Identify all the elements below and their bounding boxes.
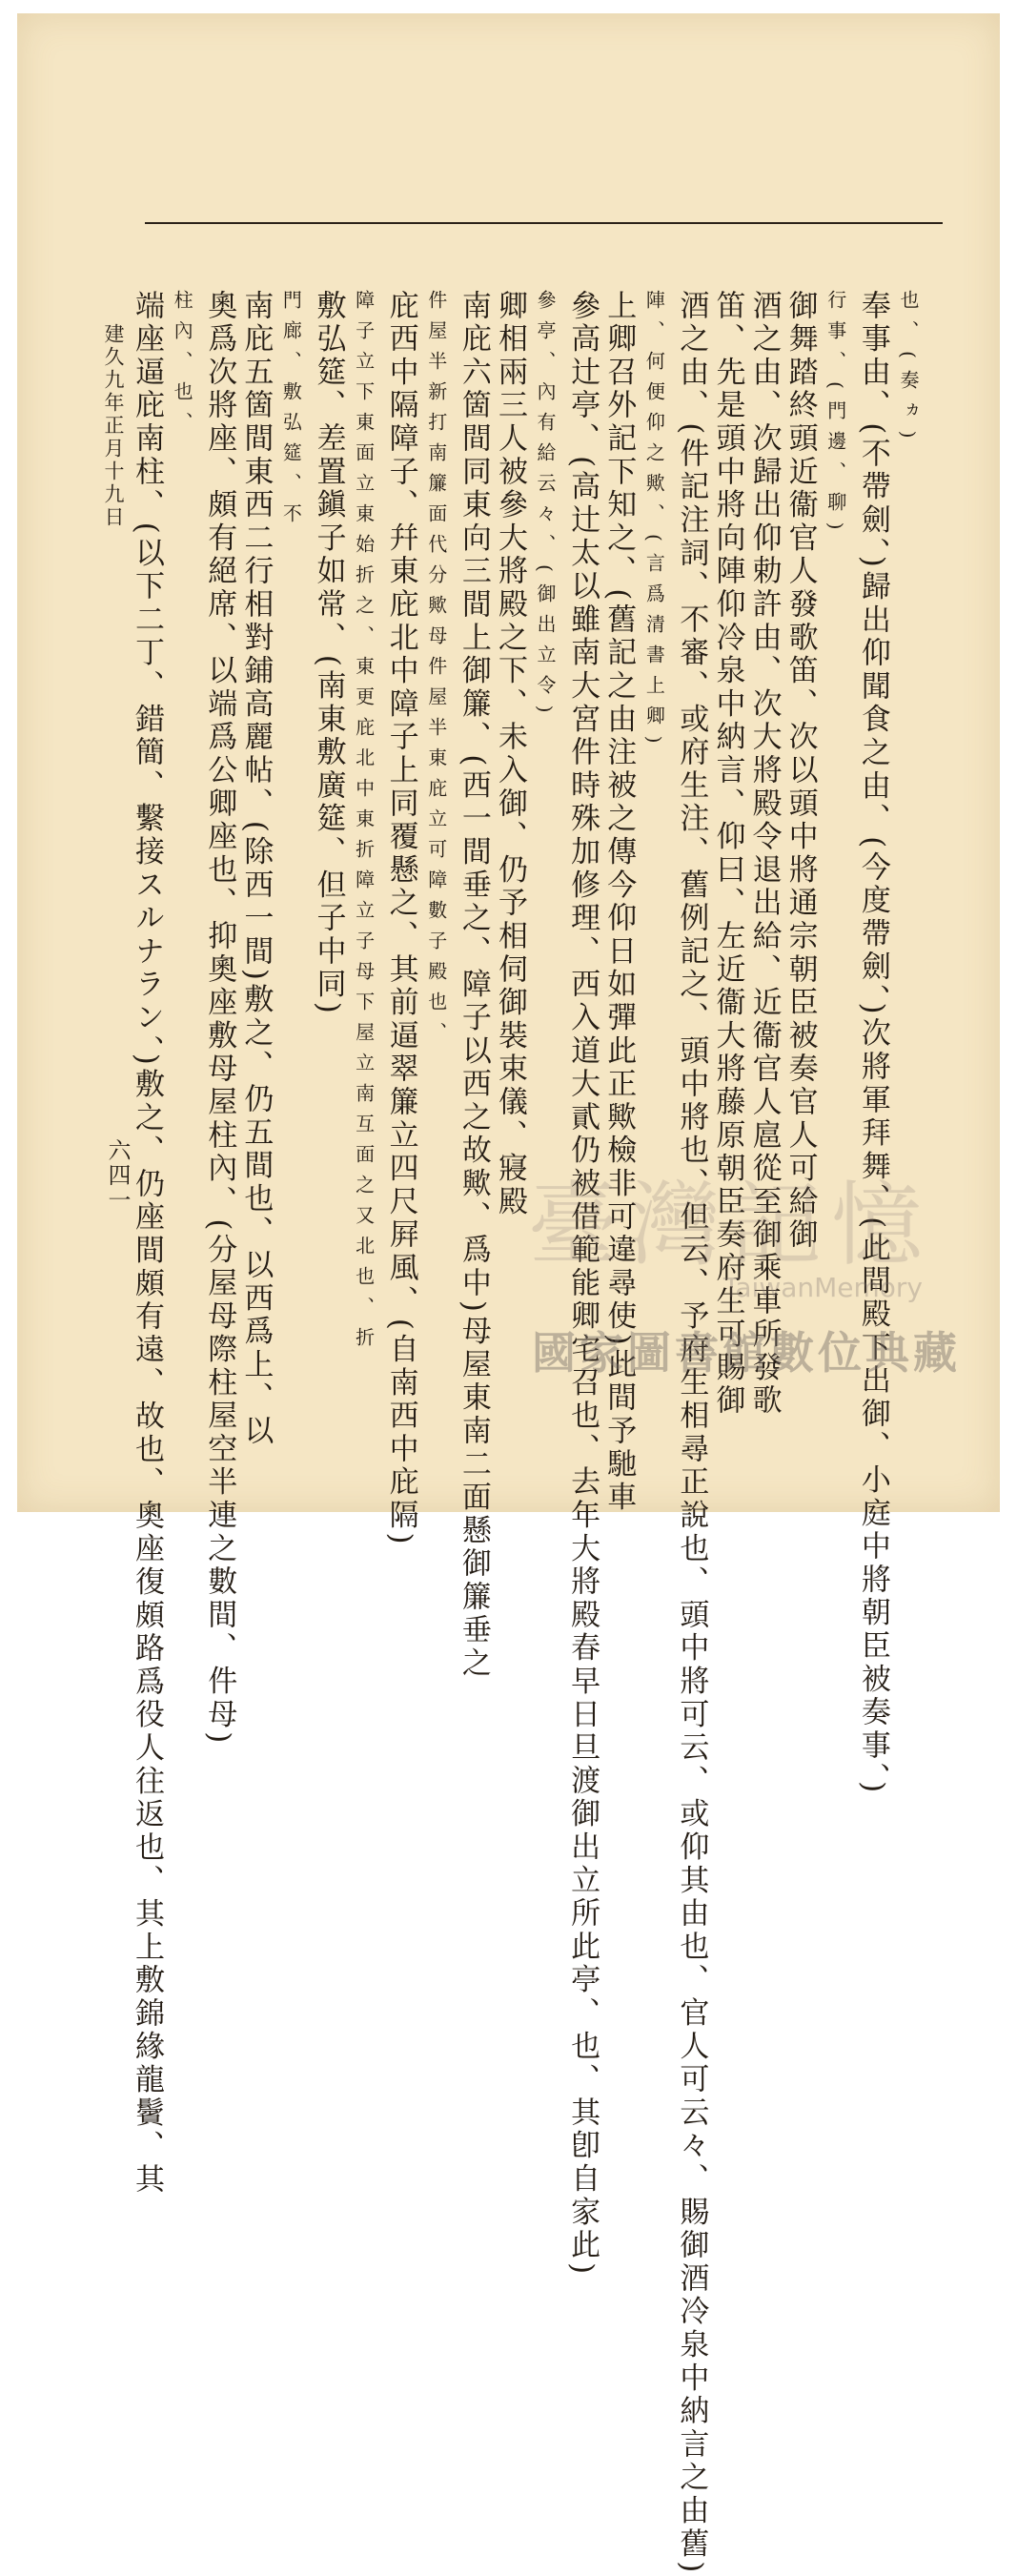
text-column: 也、(奏ヵ) (896, 290, 920, 450)
text-column: 南庇六箇間同東向三間上御簾、(西一間垂之、障子以西之故歟、爲中)母屋東南二面懸御簾垂之 (456, 290, 491, 1681)
text-column: 門廊、敷弘筵、不 (279, 290, 303, 534)
text-column: 端座逼庇南柱、(以下二丁、錯簡、繫接スルナラン、)敷之、仍座間頗有遠、故也、奧座復頗路爲役人往返也、其上敷錦緣龍鬢、其 (130, 290, 165, 2197)
watermark-large-text: 臺灣記憶 (528, 1172, 932, 1278)
header-rule (145, 222, 943, 224)
text-column: 柱內、也、 (171, 290, 194, 442)
text-column: 酒之由、(件記注詞、不審、或府生注、舊例記之、頭中將也、但云、予府生相尋正說也、頭中將可云、或仰其由也、官人可云々、賜御酒冷泉中納言之由舊) (674, 290, 709, 2576)
text-column: 上卿召外記下知之、(舊記之由注被之傳今仰日如彈此正歟檢非可違尋使)此間予馳車 (601, 290, 637, 1515)
margin-date: 建久九年正月十九日 (102, 323, 125, 529)
text-column: 南庇五箇間東西二行相對鋪高麗帖、(除西一間)敷之、仍五間也、以西爲上、以 (238, 290, 274, 1448)
text-column: 行事、(門邊、聊) (824, 290, 847, 542)
text-column: 卿相兩三人被參大將殿之下、未入御、仍予相伺御裝束儀、寢殿 (492, 290, 527, 1219)
text-column: 參高辻亭、(高辻太以雖南大宮件時殊加修理、西入道大貳仍被借範能卿宅召也、去年大將殿春早日旦渡御出立所此亭、也、其卽自家此) (565, 290, 600, 2278)
text-column: 笛、先是頭中將向陣仰冷泉中納言、仰曰、左近衞大將藤原朝臣奏府生可賜御 (710, 290, 745, 1419)
text-column: 奉事由、(不帶劍、)歸出仰聞食之由、(今度帶劍、)次將軍拜舞、(此間殿下出御、小庭中將朝臣被奏事、) (855, 290, 890, 1797)
text-column: 參亭、內有給云々、(御出立令) (534, 290, 558, 725)
text-column: 件屋半新打南簾面代分歟母件屋半東庇立可障數子殿也、 (424, 290, 448, 1053)
text-column: 敷弘筵、差置鎭子如常、(南東敷廣筵、但子中同) (311, 290, 346, 1017)
watermark-chinese-text: 國家圖書館數位典藏 (532, 1327, 961, 1379)
page-number: 六四一 (104, 1138, 131, 1213)
text-column: 奧爲次將座、頗有絕席、以端爲公卿座也、抑奧座敷母屋柱內、(分屋母際柱屋空半連之數間、件母) (202, 290, 237, 1748)
text-column: 酒之由、次歸出仰勅許由、次大將殿令退出給、近衞官人扈從至御乘車所發歌 (746, 290, 782, 1419)
watermark-english-text: TaiwanMemory (722, 1272, 923, 1303)
text-column: 御舞踏終頭近衞官人發歌笛、次以頭中將通宗朝臣被奏官人可給御 (783, 290, 818, 1253)
text-column: 庇西中隔障子、幷東庇北中障子上同覆懸之、其前逼翠簾立四尺屛風、(自南西中庇隔) (383, 290, 418, 1548)
book-page (17, 13, 1000, 2576)
text-column: 障子立下東面立東始折之、東更庇北中東折障立子母下屋立南互面之又北也、折 (352, 290, 376, 1358)
text-column: 陣、何便仰之歟、(言爲清書上卿) (642, 290, 666, 755)
